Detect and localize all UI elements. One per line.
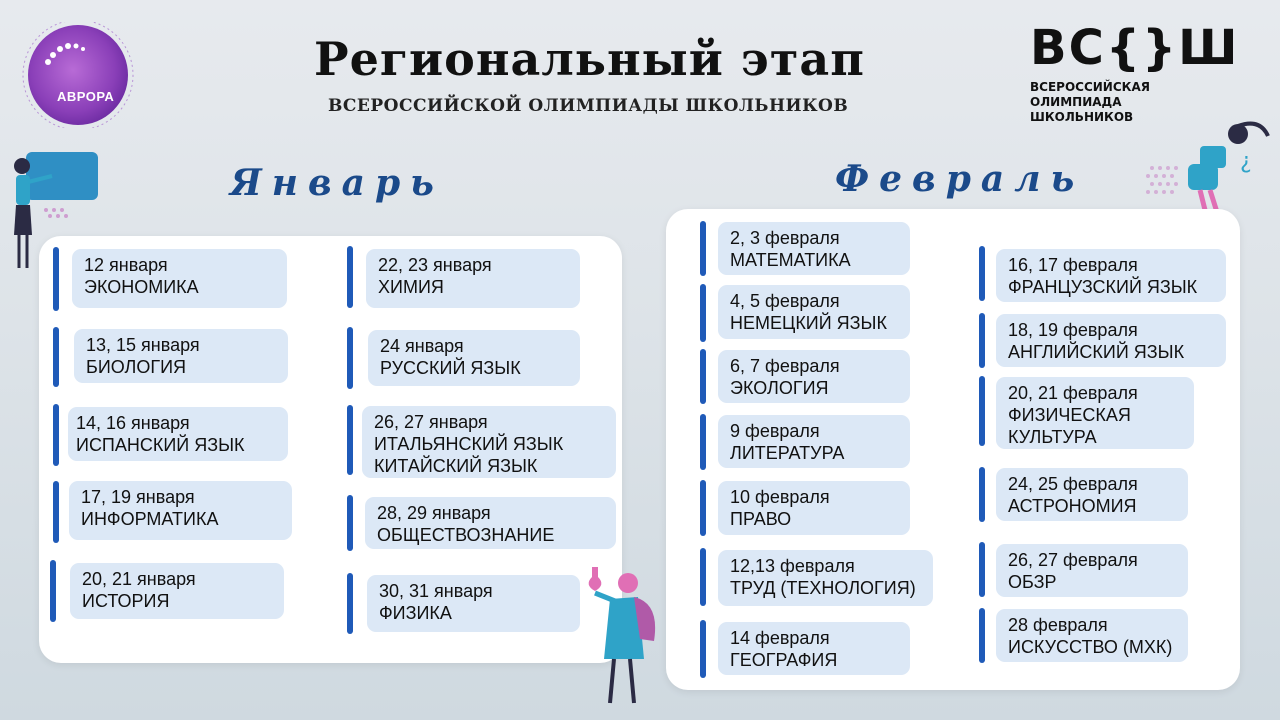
schedule-subject: ИТАЛЬЯНСКИЙ ЯЗЫК	[374, 434, 564, 454]
schedule-marker	[50, 560, 56, 622]
schedule-marker	[347, 246, 353, 308]
schedule-marker	[700, 284, 706, 342]
schedule-item	[718, 481, 910, 535]
schedule-subject: ХИМИЯ	[378, 277, 444, 297]
schedule-marker	[700, 548, 706, 606]
schedule-marker	[979, 376, 985, 446]
schedule-item	[996, 377, 1194, 449]
schedule-item	[362, 406, 616, 478]
schedule-subject: АНГЛИЙСКИЙ ЯЗЫК	[1008, 342, 1185, 362]
schedule-marker	[979, 246, 985, 301]
schedule-subject: ИНФОРМАТИКА	[81, 509, 219, 529]
schedule-marker	[53, 404, 59, 466]
schedule-item	[718, 350, 910, 403]
schedule-date: 9 февраля	[730, 421, 820, 441]
schedule-subject: ПРАВО	[730, 509, 792, 529]
schedule-subject: АСТРОНОМИЯ	[1008, 496, 1137, 516]
schedule-marker	[700, 221, 706, 276]
schedule-marker	[53, 481, 59, 543]
schedule-date: 26, 27 февраля	[1008, 550, 1138, 570]
schedule-date: 28, 29 января	[377, 503, 491, 523]
schedule-date: 2, 3 февраля	[730, 228, 840, 248]
schedule-marker	[979, 313, 985, 368]
schedule-subject: ИСПАНСКИЙ ЯЗЫК	[76, 435, 245, 455]
vsosh-caption-line: ОЛИМПИАДА	[1030, 95, 1122, 109]
schedule-date: 12,13 февраля	[730, 556, 855, 576]
schedule-date: 22, 23 января	[378, 255, 492, 275]
schedule-item	[69, 481, 292, 540]
schedule-date: 6, 7 февраля	[730, 356, 840, 376]
schedule-item	[365, 497, 616, 549]
schedule-item	[366, 249, 580, 308]
schedule-subject: ОБЗР	[1008, 572, 1057, 592]
schedule-item	[68, 407, 288, 461]
schedule-subject: НЕМЕЦКИЙ ЯЗЫК	[730, 313, 887, 333]
schedule-date: 16, 17 февраля	[1008, 255, 1138, 275]
vsosh-caption-line: ШКОЛЬНИКОВ	[1030, 110, 1134, 124]
schedule-item	[74, 329, 288, 383]
schedule-marker	[700, 620, 706, 678]
schedule-item	[996, 544, 1188, 597]
schedule-date: 20, 21 января	[82, 569, 196, 589]
schedule-marker	[347, 573, 353, 634]
schedule-item	[996, 609, 1188, 662]
schedule-item	[718, 285, 910, 339]
schedule-subject: КУЛЬТУРА	[1008, 427, 1097, 447]
schedule-date: 18, 19 февраля	[1008, 320, 1138, 340]
schedule-date: 17, 19 января	[81, 487, 195, 507]
schedule-item	[996, 468, 1188, 521]
schedule-subject: ФРАНЦУЗСКИЙ ЯЗЫК	[1008, 277, 1198, 297]
schedule-date: 26, 27 января	[374, 412, 488, 432]
schedule-item	[70, 563, 284, 619]
schedule-marker	[700, 349, 706, 404]
month-heading-january: Январь	[230, 162, 444, 204]
schedule-marker	[347, 405, 353, 475]
schedule-subject: ОБЩЕСТВОЗНАНИЕ	[377, 525, 555, 545]
aurora-logo-text: АВРОРА	[57, 89, 115, 104]
schedule-date: 30, 31 января	[379, 581, 493, 601]
scientist-illustration	[580, 563, 670, 713]
schedule-marker	[347, 495, 353, 551]
schedule-subject: ЛИТЕРАТУРА	[730, 443, 845, 463]
schedule-item	[368, 330, 580, 386]
schedule-subject: КИТАЙСКИЙ ЯЗЫК	[374, 456, 538, 476]
schedule-marker	[700, 480, 706, 536]
schedule-subject: ТРУД (ТЕХНОЛОГИЯ)	[730, 578, 916, 598]
schedule-item	[996, 314, 1226, 367]
schedule-subject: ЭКОЛОГИЯ	[730, 378, 829, 398]
page-subtitle: ВСЕРОССИЙСКОЙ ОЛИМПИАДЫ ШКОЛЬНИКОВ	[328, 96, 849, 116]
schedule-date: 24 января	[380, 336, 464, 356]
schedule-item	[718, 622, 910, 675]
svg-text:¿: ¿	[1240, 149, 1252, 174]
schedule-date: 14, 16 января	[76, 413, 190, 433]
schedule-marker	[979, 467, 985, 522]
schedule-item	[996, 249, 1226, 302]
schedule-marker	[979, 542, 985, 597]
schedule-item	[72, 249, 287, 308]
schedule-item	[718, 222, 910, 275]
schedule-marker	[53, 327, 59, 387]
aurora-logo	[20, 22, 138, 128]
schedule-date: 4, 5 февраля	[730, 291, 840, 311]
schedule-marker	[347, 327, 353, 389]
schedule-item	[718, 415, 910, 468]
schedule-date: 12 января	[84, 255, 168, 275]
page-title: Региональный этап	[314, 32, 865, 86]
schedule-subject: ИСТОРИЯ	[82, 591, 170, 611]
schedule-subject: РУССКИЙ ЯЗЫК	[380, 358, 521, 378]
vsosh-logo-mark: ВС{}Ш	[1030, 20, 1240, 76]
schedule-date: 28 февраля	[1008, 615, 1108, 635]
month-heading-february: Февраль	[835, 158, 1085, 200]
schedule-subject: БИОЛОГИЯ	[86, 357, 187, 377]
schedule-date: 10 февраля	[730, 487, 830, 507]
schedule-date: 13, 15 января	[86, 335, 200, 355]
schedule-item	[367, 575, 580, 632]
schedule-subject: ГЕОГРАФИЯ	[730, 650, 838, 670]
schedule-subject: ИСКУССТВО (МХК)	[1008, 637, 1173, 657]
schedule-subject: ФИЗИКА	[379, 603, 452, 623]
schedule-marker	[53, 247, 59, 311]
schedule-subject: ФИЗИЧЕСКАЯ	[1008, 405, 1131, 425]
schedule-marker	[979, 608, 985, 663]
schedule-date: 14 февраля	[730, 628, 830, 648]
schedule-date: 20, 21 февраля	[1008, 383, 1138, 403]
schedule-marker	[700, 414, 706, 470]
vsosh-caption-line: ВСЕРОССИЙСКАЯ	[1030, 80, 1150, 94]
schedule-subject: ЭКОНОМИКА	[84, 277, 199, 297]
schedule-subject: МАТЕМАТИКА	[730, 250, 851, 270]
schedule-item	[718, 550, 933, 606]
schedule-date: 24, 25 февраля	[1008, 474, 1138, 494]
vsosh-logo	[1030, 22, 1239, 125]
